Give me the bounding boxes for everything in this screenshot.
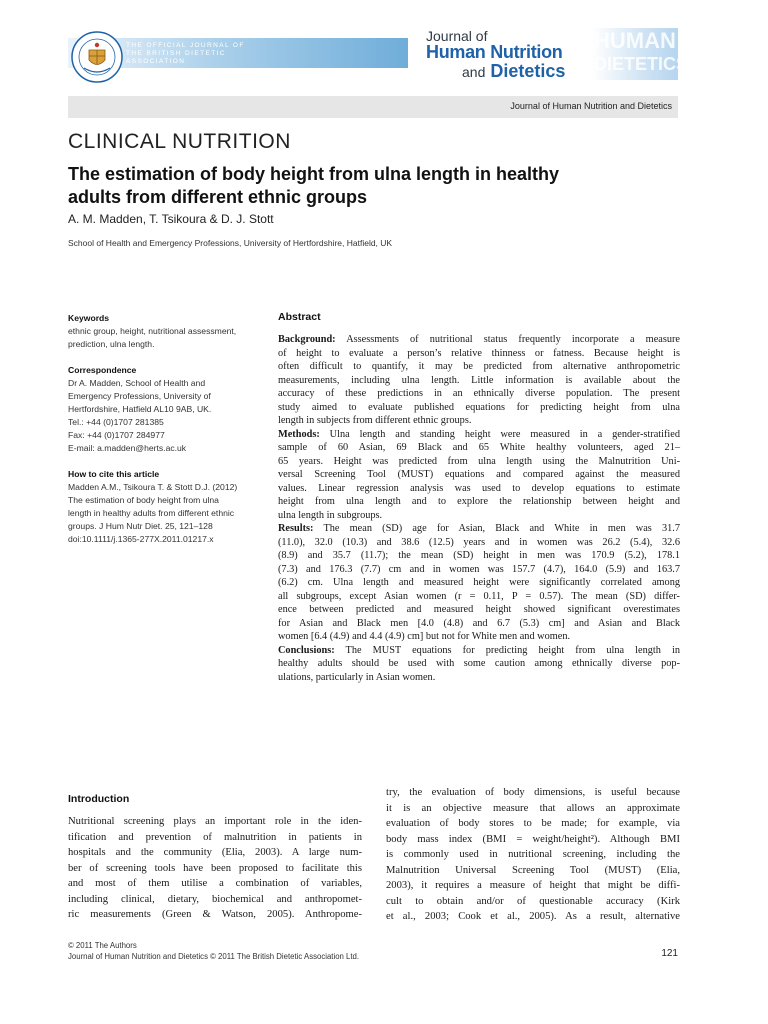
section-label: CLINICAL NUTRITION (68, 130, 291, 153)
abstract-line: (7.3) and 176.3 (7.7) cm and in women was 157.7 (4.7), 164.0 (5.9) and 163.7 (278, 563, 680, 575)
abstract-line: ence between predicted and measured height showed significant overestimates (278, 604, 680, 615)
abstract-line: versal Screening Tool (MUST) equations and compared against the measured (278, 469, 680, 480)
abstract-line: of height to evaluate a person’s relative thinness or fatness. Because height is (278, 347, 680, 359)
abstract-line (278, 644, 680, 658)
keywords-line: prediction, ulna length. (68, 339, 155, 349)
body-line: Malnutrition Universal Screening Tool (MUST) (Elia, (386, 864, 680, 876)
correspondence-line: Emergency Professions, University of (68, 391, 211, 401)
citation-block (68, 468, 264, 546)
society-text (126, 42, 296, 66)
body-line: et al., 2003; Cook et al., 2005). As a result, alternative (386, 911, 680, 922)
correspondence-line: Tel.: +44 (0)1707 281385 (68, 417, 164, 427)
logo-dietetics: Dietetics (490, 61, 566, 81)
abstract-text: Ulna length and standing height were measured in a gender-stratified (319, 428, 680, 440)
body-line: ber of screening tools have been proposed to facilitate this (68, 862, 362, 874)
body-line: 2003), it requires a measure of height that might be diffi- (386, 880, 680, 891)
body-line: hospitals and the community (Elia, 2003). A large num- (68, 847, 362, 858)
body-line: try, the evaluation of body dimensions, is useful because (386, 787, 680, 798)
body-line: cult to obtain and/or of questionable accuracy (Kirk (386, 895, 680, 907)
running-header (68, 96, 678, 118)
abstract (278, 311, 680, 684)
citation-line: length in healthy adults from different ethnic (68, 508, 235, 518)
logo-and: and (462, 64, 486, 80)
abstract-line: height from ulna length and to explore the relationship between height and (278, 496, 680, 507)
abstract-line: (8.9) and 35.7 (11.7); the mean (SD) height in men was 170.9 (5.2), 178.1 (278, 550, 680, 561)
abstract-line (278, 522, 680, 536)
abstract-line: healthy adults should be used with some caution among ethnically diverse pop- (278, 658, 680, 669)
abstract-line: (11.0), 32.0 (10.3) and 38.6 (12.5) years and in women was 26.2 (5.4), 32.6 (278, 536, 680, 548)
citation-line: groups. J Hum Nutr Diet. 25, 121–128 (68, 521, 213, 531)
footer-journal-line: Journal of Human Nutrition and Dietetics © 2011 The British Dietetic Association Ltd. (68, 952, 360, 961)
title-line: The estimation of body height from ulna length in healthy (68, 164, 560, 184)
correspondence-line: Fax: +44 (0)1707 284977 (68, 430, 165, 440)
abstract-line: accuracy of these predictions in an ethnically diverse population. The present (278, 388, 680, 399)
citation-doi[interactable]: doi:10.1111/j.1365-277X.2011.01217.x (68, 534, 214, 544)
abstract-line: study aimed to evaluate published equations for predicting height from ulna (278, 401, 680, 413)
body-line: including clinical, dietary, biochemical and anthropomet- (68, 893, 362, 905)
abstract-line: (6.2) cm. Ulna length and measured height were significantly correlated among (278, 577, 680, 588)
logo-line (462, 61, 565, 82)
conclusions-label: Conclusions: (278, 644, 335, 656)
abstract-line: values. Linear regression analysis was used to develop equations to estimate (278, 482, 680, 494)
abstract-line: ulations, particularly in Asian women. (278, 671, 436, 683)
correspondence-email[interactable]: E-mail: a.madden@herts.ac.uk (68, 443, 187, 453)
article-title (68, 163, 688, 209)
body-column-right (386, 785, 680, 925)
correspondence-line: Dr A. Madden, School of Health and (68, 378, 206, 388)
background-label: Background: (278, 334, 336, 345)
society-line: THE BRITISH DIETETIC (126, 50, 226, 57)
body-line: body mass index (BMI = weight/height²). Although BMI (386, 833, 680, 845)
society-seal-icon (70, 30, 124, 84)
page-number: 121 (661, 948, 678, 959)
methods-label: Methods: (278, 428, 320, 440)
watermark-line: HUMAN (594, 28, 676, 53)
abstract-text: Assessments of nutritional status frequently incorporate a measure (335, 334, 680, 345)
title-line: adults from different ethnic groups (68, 187, 368, 207)
page-footer (68, 940, 680, 962)
introduction-heading: Introduction (68, 793, 130, 805)
body-line: Nutritional screening plays an important role in the iden- (68, 816, 362, 827)
body-column-left (68, 814, 362, 923)
citation-heading: How to cite this article (68, 469, 160, 479)
logo-line: Journal of (426, 28, 488, 44)
authors: A. M. Madden, T. Tsikoura & D. J. Stott (68, 212, 274, 226)
keywords-line: ethnic group, height, nutritional assessment, (68, 326, 237, 336)
society-line: THE OFFICIAL JOURNAL OF (126, 42, 245, 49)
logo-line: Human Nutrition (426, 42, 563, 62)
society-line: ASSOCIATION (126, 58, 186, 65)
correspondence-heading: Correspondence (68, 365, 137, 375)
body-line: is commonly used in nutritional screening, including the (386, 849, 680, 860)
abstract-line: ulna length in subgroups. (278, 509, 383, 521)
abstract-line: 65 years. Height was predicted from ulna length using the Malnutrition Uni- (278, 455, 680, 467)
affiliation: School of Health and Emergency Professions, University of Hertfordshire, Hatfield, UK (68, 238, 393, 248)
body-line: ric measurements (Green & Watson, 2005). Anthropome- (68, 909, 362, 920)
keywords-heading: Keywords (68, 313, 110, 323)
citation-line: Madden A.M., Tsikoura T. & Stott D.J. (2012) (68, 482, 238, 492)
running-header-text: Journal of Human Nutrition and Dietetics (510, 101, 672, 111)
journal-banner (68, 28, 689, 86)
abstract-line: often difficult to quantify, it may be predicted from alternative anthropometric (278, 361, 680, 372)
abstract-line: sample of 60 Asian, 69 Black and 65 White healthy volunteers, aged 21– (278, 442, 680, 453)
abstract-heading: Abstract (278, 311, 321, 323)
body-line: tification and prevention of malnutrition in patients in (68, 831, 362, 843)
abstract-line: women [6.4 (4.9) and 4.4 (4.9) cm] but not for White men and women. (278, 631, 571, 642)
body-line: evaluation of body stores to be made; for example, via (386, 818, 680, 829)
body-line: it is an objective measure that allows an approximate (386, 802, 680, 814)
abstract-text: The mean (SD) age for Asian, Black and White in men was 31.7 (313, 523, 680, 534)
correspondence-block (68, 364, 264, 455)
abstract-line (278, 428, 680, 442)
footer-copyright: © 2011 The Authors (68, 941, 137, 950)
journal-logo (426, 28, 586, 84)
watermark-line: DIETETICS (594, 54, 689, 74)
logo-watermark (592, 28, 689, 80)
abstract-line: for Asian and Black men [4.0 (4.8) and 6.7 (5.3) cm] and Asian and Black (278, 617, 680, 629)
citation-line: The estimation of body height from ulna (68, 495, 219, 505)
abstract-line: measurements, including ulna length. Little information is available about the (278, 374, 680, 386)
results-label: Results: (278, 523, 314, 534)
body-line: and most of them utilise a combination of variables, (68, 878, 362, 889)
abstract-line (278, 333, 680, 347)
correspondence-line: Hertfordshire, Hatfield AL10 9AB, UK. (68, 404, 212, 414)
article-sidebar (68, 312, 264, 559)
abstract-text: The MUST equations for predicting height from ulna length in (334, 644, 680, 656)
abstract-line: length in subjects from different ethnic groups. (278, 415, 472, 426)
abstract-line: all subgroups, except Asian women (r = 0.11, P = 0.57). The mean (SD) differ- (278, 590, 680, 602)
keywords-block (68, 312, 264, 351)
